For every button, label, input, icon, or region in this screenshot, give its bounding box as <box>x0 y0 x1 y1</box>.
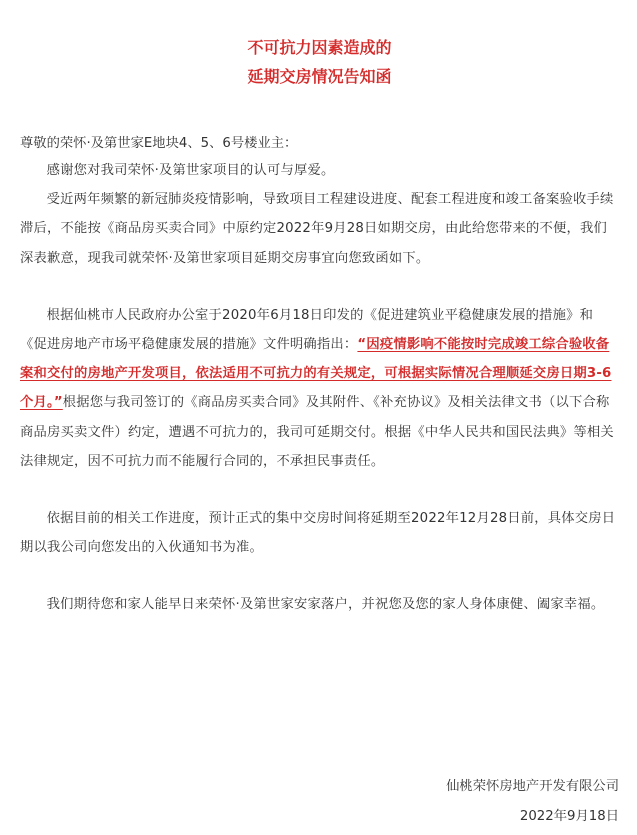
paragraph-closing: 我们期待您和家人能早日来荣怀·及第世家安家落户，并祝您及您的家人身体康健、阖家幸福。 <box>46 597 605 613</box>
paragraph-gap <box>20 562 619 590</box>
basis-text-before: 根据仙桃市人民政府办公室于2020年6月18日印发的《促进建筑业平稳健康发展的措施》和《促进房地产市场平稳健康发展的措施》文件明确指出： <box>20 307 594 353</box>
paragraph-gap <box>20 273 619 301</box>
paragraph-gap <box>20 476 619 504</box>
paragraph-cause: 受近两年频繁的新冠肺炎疫情影响，导致项目工程建设进度、配套工程进度和竣工备案验收手续滞后，不能按《商品房买卖合同》中原约定2022年9月28日如期交房，由此给您带来的不便，我们深表歉意，现我司就荣怀·及第世家项目延期交房事宜向您致函如下。 <box>20 192 614 266</box>
title-line-2: 延期交房情况告知函 <box>247 67 392 86</box>
paragraph-basis <box>20 301 619 476</box>
salutation: 尊敬的荣怀·及第世家E地块4、5、6号楼业主： <box>20 136 298 151</box>
basis-emphasis-quote: “因疫情影响不能按时完成竣工综合验收备案和交付的房地产开发项目，依法适用不可抗力的有关规定，可根据实际情况合理顺延交房日期3-6个月。” <box>20 337 612 411</box>
paragraph-thanks: 感谢您对我司荣怀·及第世家项目的认可与厚爱。 <box>46 163 335 178</box>
signature-date: 2022年9月18日 <box>519 809 619 824</box>
signature-company: 仙桃荣怀房地产开发有限公司 <box>446 779 619 794</box>
paragraph-schedule: 依据目前的相关工作进度，预计正式的集中交房时间将延期至2022年12月28日前，具体交房日期以我公司向您发出的入伙通知书为准。 <box>20 511 616 556</box>
title-line-1: 不可抗力因素造成的 <box>247 38 392 57</box>
basis-text-after: 根据您与我司签订的《商品房买卖合同》及其附件、《补充协议》及相关法律文书（以下合称商品房买卖文件）约定，遭遇不可抗力的，我司可延期交付。根据《中华人民共和国民法典》等相关法律规定，因不可抗力而不能履行合同的，不承担民事责任。 <box>20 395 614 469</box>
